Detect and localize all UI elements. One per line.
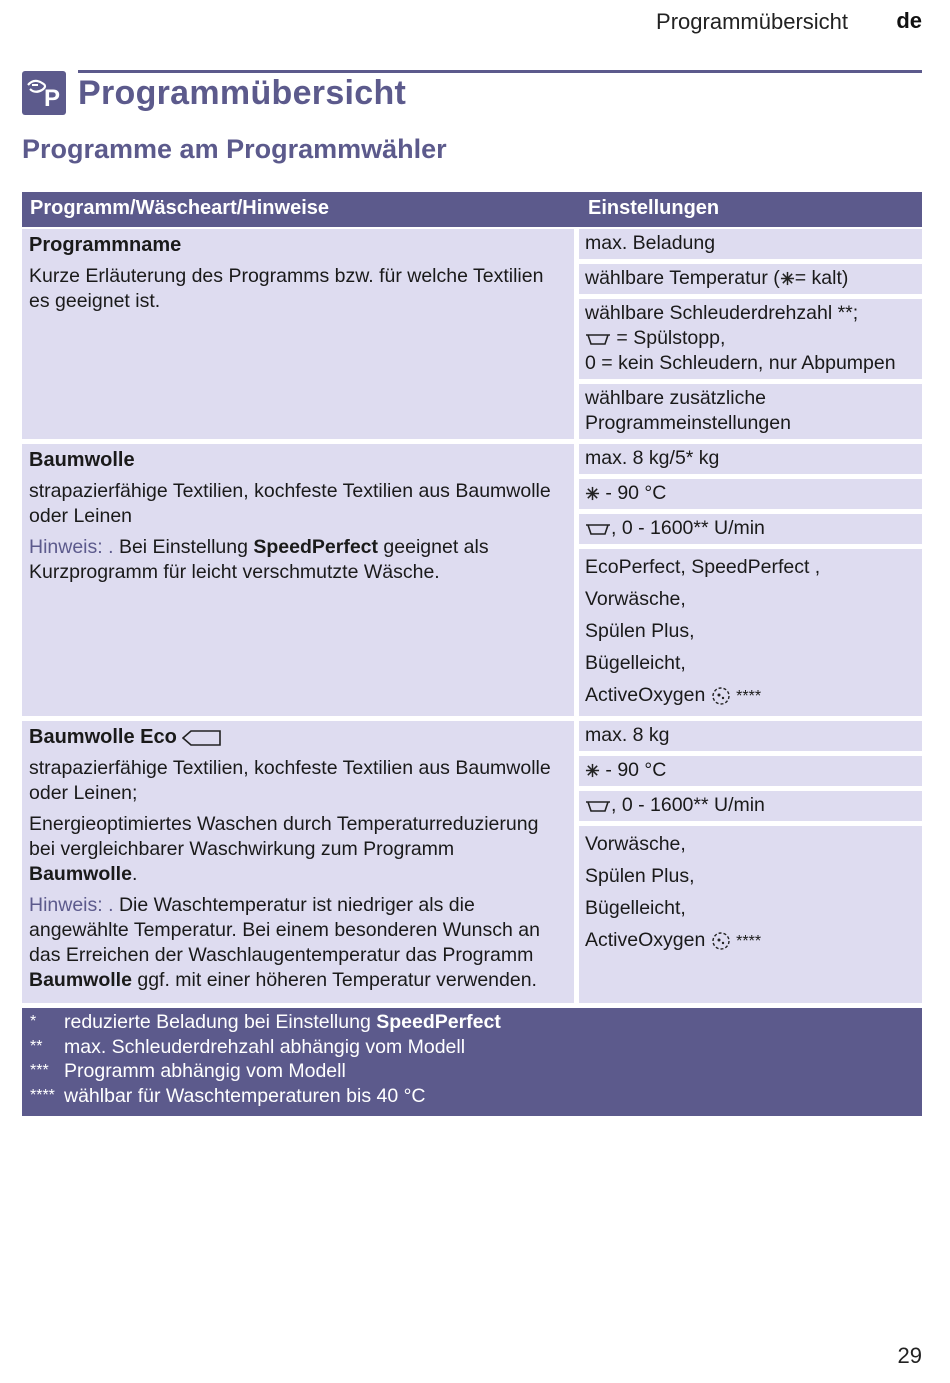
option-item: ActiveOxygen **** [585, 684, 762, 706]
table-row [22, 721, 922, 1003]
column-header-program: Programm/Wäscheart/Hinweise [30, 197, 329, 219]
program-table [22, 192, 922, 1116]
svg-text:P: P [44, 85, 61, 112]
setting-spin: , 0 - 1600** U/min [579, 791, 922, 821]
footnote: * reduzierte Beladung bei Einstellung SpeedPerfect [30, 1011, 501, 1033]
table-row [22, 444, 922, 716]
page-title: Programmübersicht [78, 74, 407, 112]
rinse-hold-icon [585, 799, 611, 813]
settings-cell [579, 229, 922, 439]
setting-temperature: - 90 °C [579, 479, 922, 509]
program-name: Baumwolle Eco [29, 725, 567, 750]
option-item: Vorwäsche, [585, 588, 686, 610]
option-item: ActiveOxygen **** [585, 929, 762, 951]
settings-cell [579, 721, 922, 1003]
column-header-settings: Einstellungen [588, 197, 720, 219]
program-overview-icon [22, 71, 66, 115]
option-item: Bügelleicht, [585, 652, 686, 674]
option-item: Vorwäsche, [585, 833, 686, 855]
program-hint: Hinweis: . Die Waschtemperatur ist niedriger als die angewählte Temperatur. Bei einem besonderen Wunsch an das Erreichen der Waschlaugentemperatur das Programm Baumwolle ggf. mit einer höheren Temperatur verwenden. [29, 894, 540, 991]
footnote: **** wählbar für Waschtemperaturen bis 40 °C [30, 1084, 426, 1107]
footnote: ** max. Schleuderdrehzahl abhängig vom Modell [30, 1035, 466, 1058]
rinse-hold-icon [585, 522, 611, 536]
program-name: Baumwolle [29, 449, 135, 471]
program-description-2: Energieoptimiertes Waschen durch Temperaturreduzierung bei vergleichbarer Waschwirkung zum Programm Baumwolle. [29, 813, 539, 885]
active-oxygen-icon [711, 931, 731, 951]
option-item: Spülen Plus, [585, 865, 695, 887]
table-footnotes [22, 1008, 922, 1116]
page-number: 29 [897, 1343, 922, 1368]
option-item: Bügelleicht, [585, 897, 686, 919]
page-subtitle: Programme am Programmwähler [22, 134, 447, 164]
active-oxygen-icon [711, 686, 731, 706]
setting-load: max. 8 kg/5* kg [579, 444, 922, 474]
program-description: strapazierfähige Textilien, kochfeste Textilien aus Baumwolle oder Leinen; [29, 757, 551, 804]
setting-load: max. 8 kg [579, 721, 922, 751]
program-description: Kurze Erläuterung des Programms bzw. für welche Textilien es geeignet ist. [29, 265, 544, 312]
footnote: *** Programm abhängig vom Modell [30, 1060, 346, 1082]
option-item: Spülen Plus, [585, 620, 695, 642]
snowflake-icon [585, 486, 600, 501]
program-description: strapazierfähige Textilien, kochfeste Textilien aus Baumwolle oder Leinen [29, 480, 551, 527]
program-cell [22, 229, 574, 439]
setting-spin: , 0 - 1600** U/min [579, 514, 922, 544]
setting-temperature: wählbare Temperatur ( = kalt) [579, 264, 922, 294]
program-hint: Hinweis: . Bei Einstellung SpeedPerfect geeignet als Kurzprogramm für leicht verschmutzte Wäsche. [29, 536, 489, 583]
setting-spin: wählbare Schleuderdrehzahl **; = Spülstopp, 0 = kein Schleudern, nur Abpumpen [579, 299, 922, 379]
running-header-title: Programmübersicht [656, 9, 848, 34]
rinse-hold-icon [585, 332, 611, 346]
program-name: Programmname [29, 234, 182, 256]
setting-temperature: - 90 °C [579, 756, 922, 786]
table-row [22, 229, 922, 439]
title-rule [78, 70, 922, 73]
language-tag: de [896, 8, 922, 33]
setting-load: max. Beladung [579, 229, 922, 259]
snowflake-icon [780, 271, 795, 286]
eco-tag-icon [182, 729, 222, 747]
setting-options [579, 549, 922, 716]
settings-cell [579, 444, 922, 716]
table-header [22, 192, 922, 227]
setting-options: wählbare zusätzliche Programmeinstellungen [579, 384, 922, 439]
program-cell [22, 444, 574, 716]
option-item: EcoPerfect, SpeedPerfect , [585, 556, 821, 578]
setting-options [579, 826, 922, 1003]
snowflake-icon [585, 763, 600, 778]
program-cell [22, 721, 574, 1003]
